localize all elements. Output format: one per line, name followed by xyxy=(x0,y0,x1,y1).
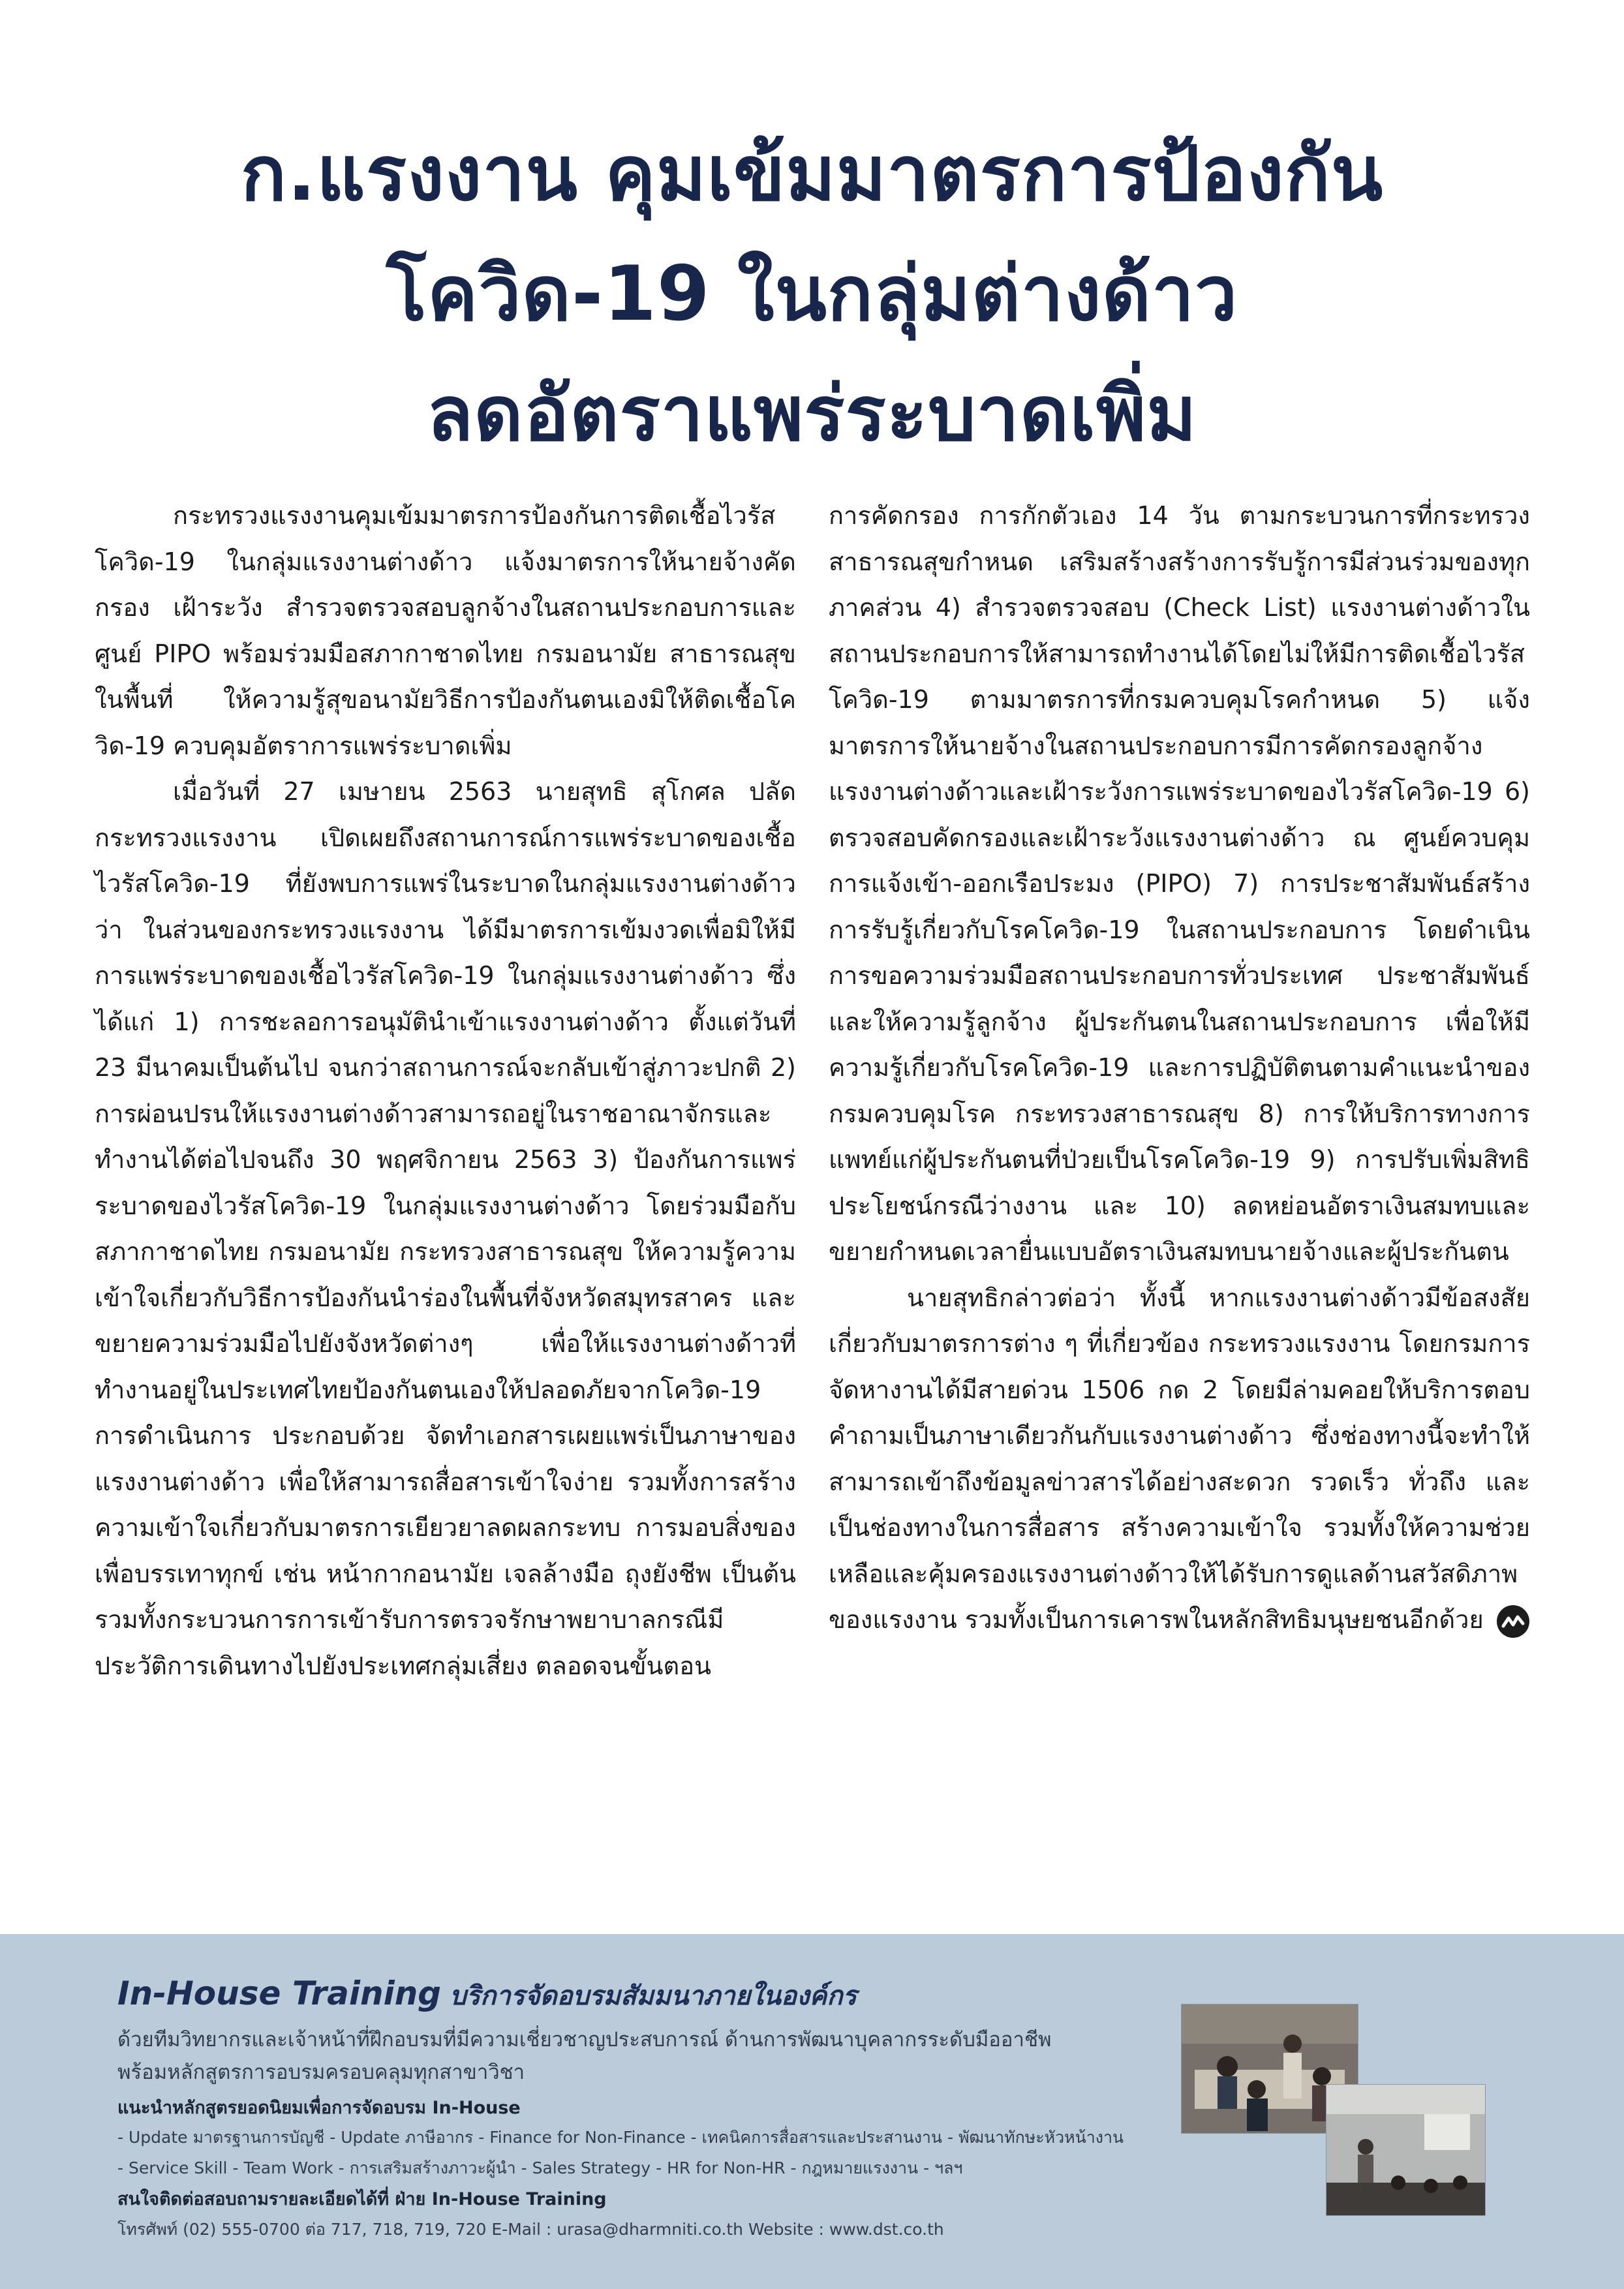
banner-brand: In-House Training xyxy=(117,1974,442,2012)
course-list-2: - Service Skill - Team Work - การเสริมสร้างภาวะผู้นำ - Sales Strategy - HR for Non-HR - กฎหมายแรงงาน - ฯลฯ xyxy=(117,2158,963,2177)
title-line-2: โควิด-19 ในกลุ่มต่างด้าว xyxy=(386,250,1238,338)
article-paragraph: เมื่อวันที่ 27 เมษายน 2563 นายสุทธิ สุโกศล ปลัดกระทรวงแรงงาน เปิดเผยถึงสถานการณ์การแพร่ระบาดของเชื้อไวรัสโควิด-19 ที่ยังพบการแพร่ในระบาดในกลุ่มแรงงานต่างด้าวว่า ในส่วนของกระทรวงแรงงาน ได้มีมาตรการเข้มงวดเพื่อมิให้มีการแพร่ระบาดของเชื้อไวรัสโควิด-19 ในกลุ่มแรงงานต่างด้าว ซึ่งได้แก่ 1) การชะลอการอนุมัตินำเข้าแรงงานต่างด้าว ตั้งแต่วันที่ 23 มีนาคมเป็นต้นไป จนกว่าสถานการณ์จะกลับเข้าสู่ภาวะปกติ 2) การผ่อนปรนให้แรงงานต่างด้าวสามารถอยู่ในราชอาณาจักรและทำงานได้ต่อไปจนถึง 30 พฤศจิกายน 2563 3) ป้องกันการแพร่ระบาดของไวรัสโควิด-19 ในกลุ่มแรงงานต่างด้าว โดยร่วมมือกับสภากาชาดไทย กรมอนามัย กระทรวงสาธารณสุข ให้ความรู้ความเข้าใจเกี่ยวกับวิธีการป้องกันนำร่องในพื้นที่จังหวัดสมุทรสาคร และขยายความร่วมมือไปยังจังหวัดต่างๆ เพื่อให้แรงงานต่างด้าวที่ทำงานอยู่ในประเทศไทยป้องกันตนเองให้ปลอดภัยจากโควิด-19 การดำเนินการ ประกอบด้วย จัดทำเอกสารเผยแพร่เป็นภาษาของแรงงานต่างด้าว เพื่อให้สามารถสื่อสารเข้าใจง่าย รวมทั้งการสร้างความเข้าใจเกี่ยวกับมาตรการเยียวยาลดผลกระทบ การมอบสิ่งของเพื่อบรรเทาทุกข์ เช่น หน้ากากอนามัย เจลล้างมือ ถุงยังชีพ เป็นต้น รวมทั้งกระบวนการการเข้ารับการตรวจรักษาพยาบาลกรณีมีประวัติการเดินทางไปยังประเทศกลุ่มเสี่ยง ตลอดจนขั้นตอน xyxy=(95,777,796,1680)
banner-description-1: ด้วยทีมวิทยากรและเจ้าหน้าที่ฝึกอบรมที่มีความเชี่ยวชาญประสบการณ์ ด้านการพัฒนาบุคลากรระดับมืออาชีพ xyxy=(117,2028,1052,2051)
article-paragraph-text: นายสุทธิกล่าวต่อว่า ทั้งนี้ หากแรงงานต่างด้าวมีข้อสงสัยเกี่ยวกับมาตรการต่าง ๆ ที่เกี่ยวข้อง กระทรวงแรงงาน โดยกรมการจัดหางานได้มีสายด่วน 1506 กด 2 โดยมีล่ามคอยให้บริการตอบคำถามเป็นภาษาเดียวกันกับแรงงานต่างด้าว ซึ่งช่องทางนี้จะทำให้สามารถเข้าถึงข้อมูลข่าวสารได้อย่างสะดวก รวดเร็ว ทั่วถึง และเป็นช่องทางในการสื่อสาร สร้างความเข้าใจ รวมทั้งให้ความช่วยเหลือและคุ้มครองแรงงานต่างด้าวให้ได้รับการดูแลด้านสวัสดิภาพของแรงงาน รวมทั้งเป็นการเคารพในหลักสิทธิมนุษยชนอีกด้วย xyxy=(829,1283,1530,1634)
article-paragraph: การคัดกรอง การกักตัวเอง 14 วัน ตามกระบวนการที่กระทรวงสาธารณสุขกำหนด เสริมสร้างสร้างการรับรู้การมีส่วนร่วมของทุกภาคส่วน 4) สำรวจตรวจสอบ (Check List) แรงงานต่างด้าวในสถานประกอบการให้สามารถทำงานได้โดยไม่ให้มีการติดเชื้อไวรัสโควิด-19 ตามมาตรการที่กรมควบคุมโรคกำหนด 5) แจ้งมาตรการให้นายจ้างในสถานประกอบการมีการคัดกรองลูกจ้างแรงงานต่างด้าวและเฝ้าระวังการแพร่ระบาดของไวรัสโควิด-19 6) ตรวจสอบคัดกรองและเฝ้าระวังแรงงานต่างด้าว ณ ศูนย์ควบคุมการแจ้งเข้า-ออกเรือประมง (PIPO) 7) การประชาสัมพันธ์สร้างการรับรู้เกี่ยวกับโรคโควิด-19 ในสถานประกอบการ โดยดำเนินการขอความร่วมมือสถานประกอบการทั่วประเทศ ประชาสัมพันธ์และให้ความรู้ลูกจ้าง ผู้ประกันตนในสถานประกอบการ เพื่อให้มีความรู้เกี่ยวกับโรคโควิด-19 และการปฏิบัติตนตามคำแนะนำของกรมควบคุมโรค กระทรวงสาธารณสุข 8) การให้บริการทางการแพทย์แก่ผู้ประกันตนที่ป่วยเป็นโรคโควิด-19 9) การปรับเพิ่มสิทธิประโยชน์กรณีว่างงาน และ 10) ลดหย่อนอัตราเงินสมทบและขยายกำหนดเวลายื่นแบบอัตราเงินสมทบนายจ้างและผู้ประกันตน xyxy=(829,501,1530,1266)
banner-tagline: บริการจัดอบรมสัมมนาภายในองค์กร xyxy=(450,1981,857,2011)
title-line-3: ลดอัตราแพร่ระบาดเพิ่ม xyxy=(427,370,1197,458)
in-house-training-banner xyxy=(0,1934,1624,2289)
article-column-left xyxy=(95,493,796,1689)
title-line-1: ก.แรงงาน คุมเข้มมาตรการป้องกัน xyxy=(240,130,1384,218)
contact-details: โทรศัพท์ (02) 555-0700 ต่อ 717, 718, 719, 720 E-Mail : urasa@dharmniti.co.th Website : www.dst.co.th xyxy=(117,2220,944,2239)
banner-description-2: พร้อมหลักสูตรการอบรมครอบคลุมทุกสาขาวิชา xyxy=(117,2061,525,2084)
article-paragraph-last xyxy=(829,1275,1530,1643)
article-title xyxy=(0,114,1624,474)
article-column-right xyxy=(829,493,1530,1643)
contact-heading: สนใจติดต่อสอบถามรายละเอียดได้ที่ ฝ่าย In-House Training xyxy=(117,2189,607,2209)
end-mark-icon xyxy=(1497,1605,1529,1638)
recommend-heading: แนะนำหลักสูตรยอดนิยมเพื่อการจัดอบรม In-House xyxy=(117,2098,521,2118)
training-photo-2 xyxy=(1326,2084,1486,2216)
article-paragraph: กระทรวงแรงงานคุมเข้มมาตรการป้องกันการติดเชื้อไวรัสโควิด-19 ในกลุ่มแรงงานต่างด้าว แจ้งมาตรการให้นายจ้างคัดกรอง เฝ้าระวัง สำรวจตรวจสอบลูกจ้างในสถานประกอบการและศูนย์ PIPO พร้อมร่วมมือสภากาชาดไทย กรมอนามัย สาธารณสุขในพื้นที่ ให้ความรู้สุขอนามัยวิธีการป้องกันตนเองมิให้ติดเชื้อโควิด-19 ควบคุมอัตราการแพร่ระบาดเพิ่ม xyxy=(95,501,796,760)
course-list-1: - Update มาตรฐานการบัญชี - Update ภาษีอากร - Finance for Non-Finance - เทคนิคการสื่อสารและประสานงาน - พัฒนาทักษะหัวหน้างาน xyxy=(117,2128,1124,2147)
banner-heading xyxy=(117,1974,857,2016)
